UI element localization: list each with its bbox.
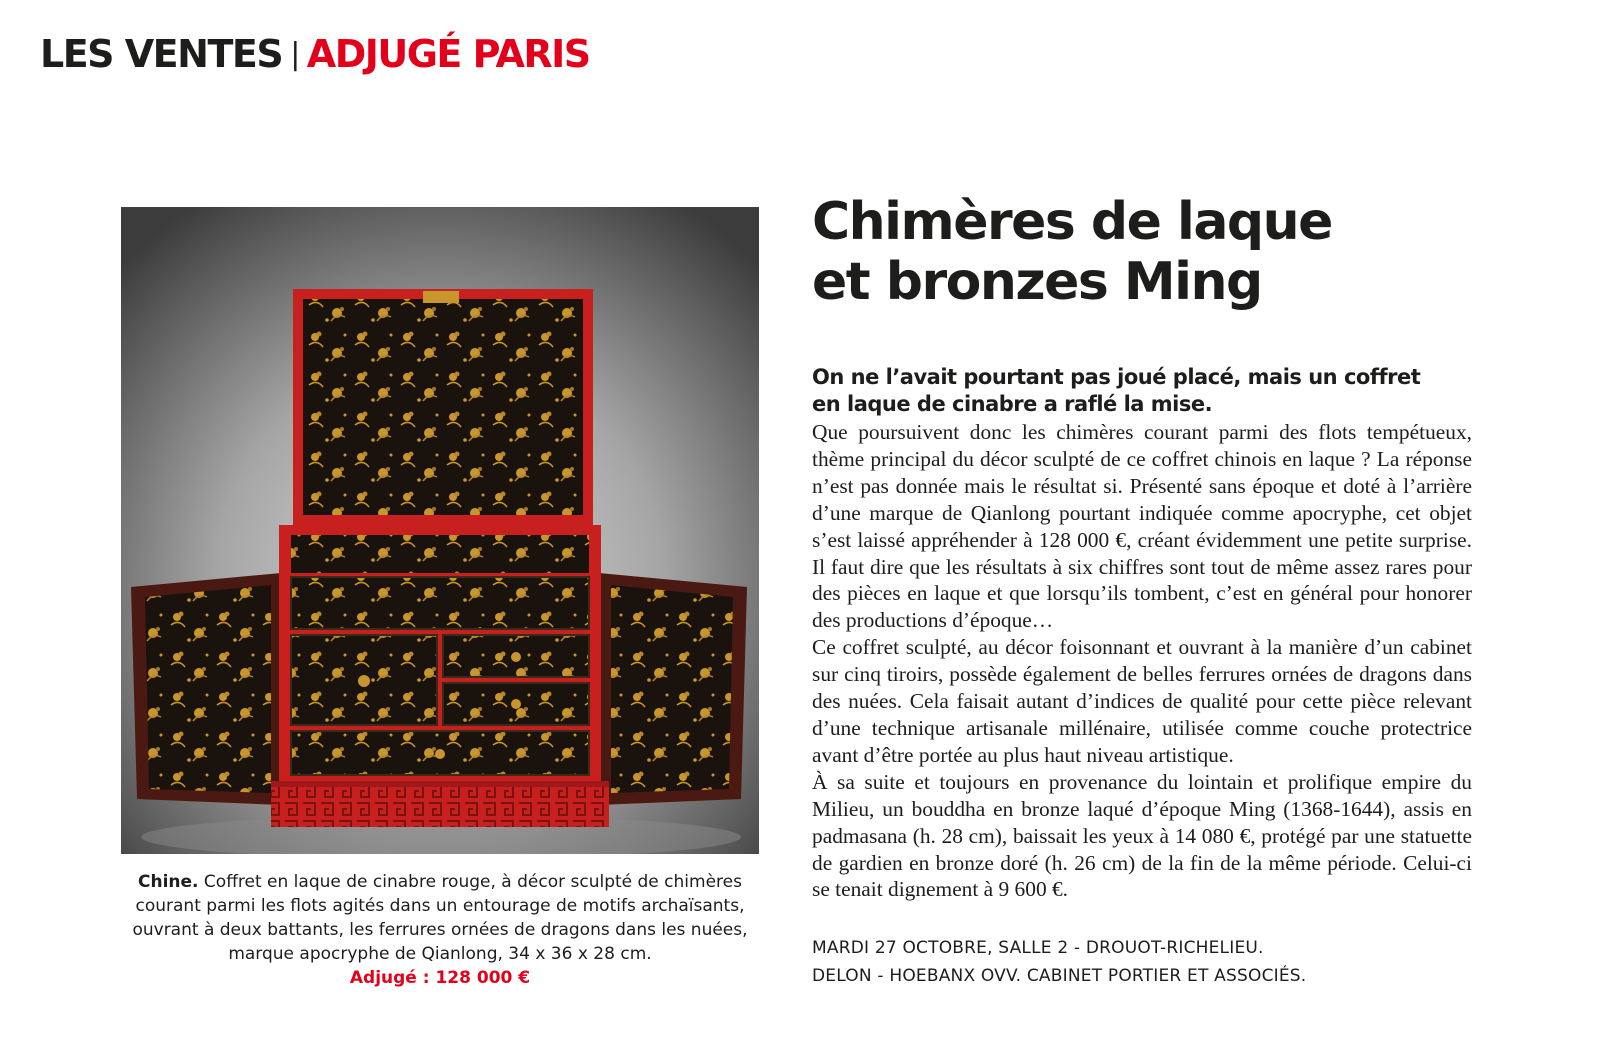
cabinet-body: [279, 525, 601, 787]
photo-caption: [125, 870, 755, 990]
sale-date-location: MARDI 27 OCTOBRE, SALLE 2 - DROUOT-RICHELIEU.: [812, 938, 1264, 958]
cabinet-left-door: [131, 573, 281, 805]
rubric-label: ADJUGÉ PARIS: [306, 32, 590, 76]
article-standfirst: [812, 364, 1472, 418]
article-title: [812, 192, 1512, 312]
title-line: Chimères de laque: [812, 192, 1332, 252]
caption-price: Adjugé : 128 000 €: [349, 968, 531, 988]
body-paragraph: À sa suite et toujours en provenance du lointain et prolifique empire du Milieu, un bouddha en bronze laqué d’époque Ming (1368-1644), assis en padmasana (h. 28 cm), baissait les yeux à 14 080 €, protégé par une statuette de gardien en bronze doré (h. 26 cm) de la fin de la même période. Celui-ci se tenait dignement à 9 600 €.: [812, 769, 1472, 902]
title-line: et bronzes Ming: [812, 252, 1262, 312]
body-paragraph: Que poursuivent donc les chimères courant parmi des flots tempétueux, thème principal du décor sculpté de ce coffret chinois en laque ? La réponse n’est pas donnée mais le résultat si. Présenté sans époque et doté à l’arrière d’une marque de Qianlong pourtant indiquée comme apocryphe, cet objet s’est laissé appréhender à 128 000 €, créant évidemment une petite surprise. Il faut dire que les résultats à six chiffres sont tout de même assez rares pour des pièces en laque et que lorsqu’ils tombent, c’est en général pour honorer des productions d’époque…: [812, 420, 1472, 633]
cabinet-base: [271, 781, 609, 827]
caption-lead: Chine.: [138, 872, 199, 892]
page-header: [40, 32, 590, 76]
cabinet-right-door: [599, 573, 747, 805]
sale-auctioneers: DELON - HOEBANX OVV. CABINET PORTIER ET ASSOCIÉS.: [812, 966, 1307, 986]
lacquer-cabinet-photo: [121, 207, 759, 854]
cabinet-lid: [293, 289, 593, 525]
article-body: [812, 419, 1472, 903]
caption-text: Coffret en laque de cinabre rouge, à décor sculpté de chimères courant parmi les flots agités dans un entourage de motifs archaïsants, ouvrant à deux battants, les ferrures ornées de dragons dans les nuées, marque apocryphe de Qianlong, 34 x 36 x 28 cm.: [132, 872, 748, 964]
standfirst-line: On ne l’avait pourtant pas joué placé, mais un coffret: [812, 365, 1421, 389]
standfirst-line: en laque de cinabre a raflé la mise.: [812, 392, 1213, 416]
section-label: LES VENTES: [40, 32, 283, 76]
cabinet-illustration: [121, 207, 759, 854]
body-paragraph: Ce coffret sculpté, au décor foisonnant et ouvrant à la manière d’un cabinet sur cinq tiroirs, possède également de belles ferrures ornées de dragons dans des nuées. Cela faisait autant d’indices de qualité pour cette pièce relevant d’une technique artisanale millénaire, utilisée comme couche protectrice avant d’être portée au plus haut niveau artistique.: [812, 635, 1472, 767]
sale-info: [812, 934, 1512, 990]
header-separator: |: [290, 37, 299, 72]
